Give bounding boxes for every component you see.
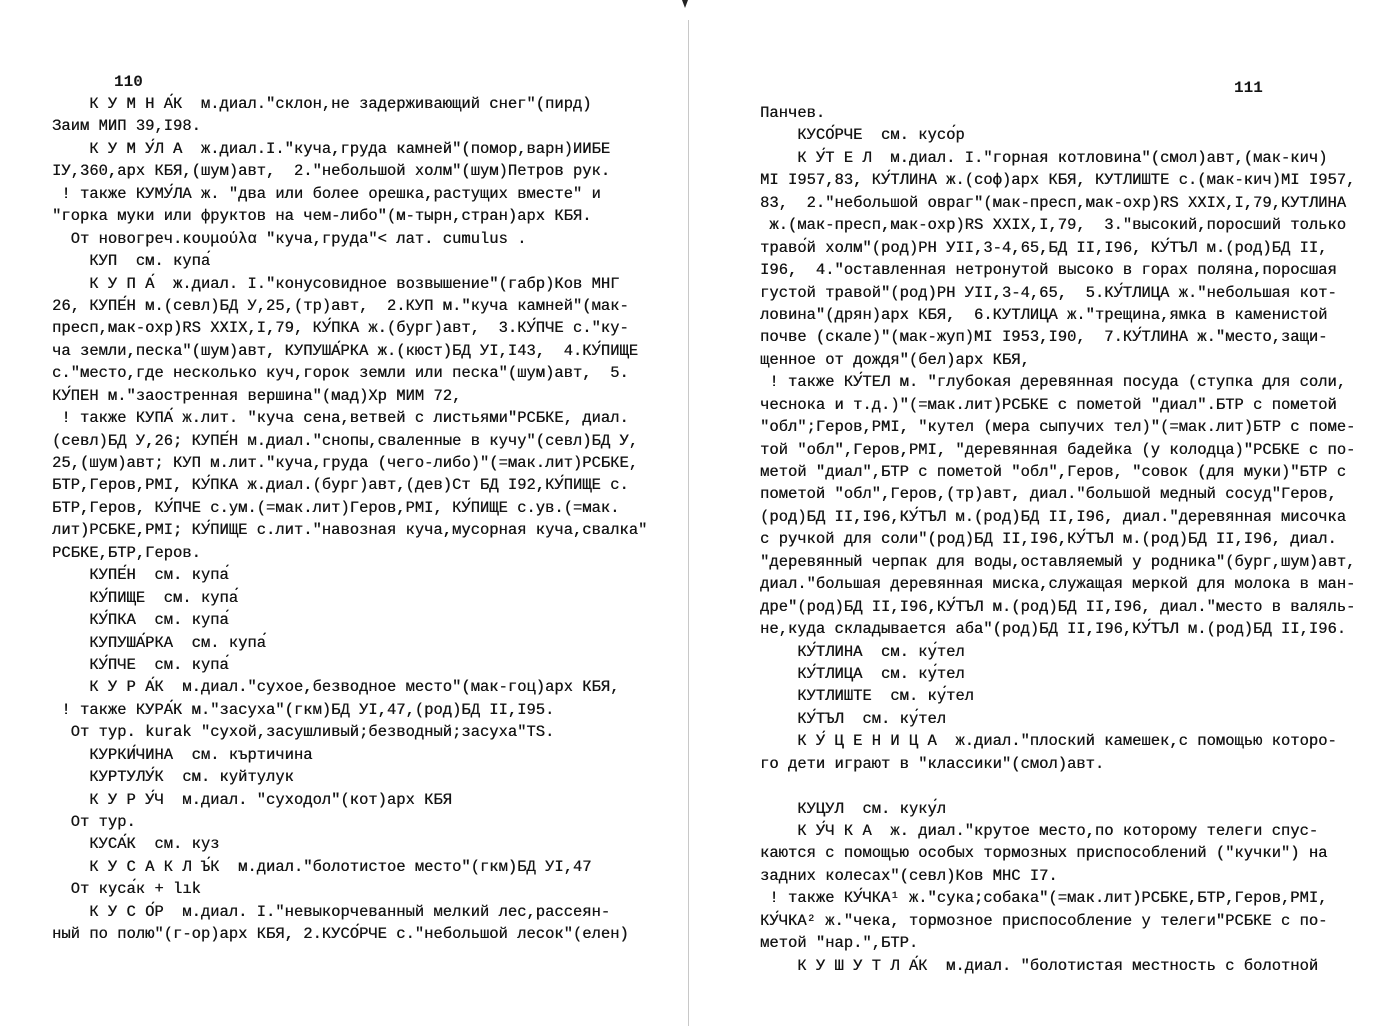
text-line: К У Р А́К м.диал."сухое,безводное место"(мак-гоц)арх КБЯ, (52, 678, 620, 697)
text-line: КУПЕ́Н см. купа́ (52, 566, 229, 585)
text-line: (севл)БД У,26; КУПЕ́Н м.диал."снопы,сваленные в кучу"(севл)БД У, (52, 431, 638, 450)
text-line: КУРТУЛУ́К см. куйтулук (52, 768, 294, 787)
text-line: К У Ш У Т Л А́К м.диал. "болотистая местность с болотной (760, 956, 1319, 975)
text-line: От тур. (52, 813, 136, 831)
text-line: РСБКЕ,БТР,Геров. (52, 543, 201, 562)
text-line: пометой "обл",Геров,(тр)авт, диал."большой медный сосуд"Геров, (760, 485, 1337, 504)
text-line: густой травой"(род)РН УII,3-4,65, 5.КУ́ТЛИЦА ж."небольшая кот- (760, 283, 1337, 302)
text-line: задних колесах"(севл)Ков МНС I7. (760, 866, 1058, 885)
text-line: КУТЛИШТЕ см. ку́тел (760, 687, 974, 706)
text-line: КУПУША́РКА см. купа́ (52, 633, 266, 652)
text-line: БТР,Геров, КУ́ПЧЕ с.ум.(=мак.лит)Геров,РМI, КУ́ПИЩЕ с.ув.(=мак. (52, 498, 620, 517)
text-line: КУ́ТЛИНА см. ку́тел (760, 642, 965, 661)
text-line: КУЦУЛ см. куку́л (760, 799, 947, 818)
text-line: КУП см. купа́ (52, 252, 211, 271)
text-line: ный по полю"(г-ор)арх КБЯ, 2.КУСО́РЧЕ с."небольшой лесок"(елен) (52, 925, 629, 944)
text-line: КУСО́РЧЕ см. кусо́р (760, 126, 965, 145)
text-line: Заим МИП 39,I98. (52, 117, 201, 136)
text-line: метой "диал",БТР с пометой "обл",Геров, "совок (для муки)"БТР с (760, 463, 1346, 481)
text-line: пресп,мак-охр)RS XXIX,I,79, КУ́ПКА ж.(бург)авт, 3.КУ́ПЧЕ с."ку- (52, 319, 629, 338)
text-line: чеснока и т.д.)"(=мак.лит)РСБКЕ с пометой "диал".БТР с пометой (760, 395, 1337, 414)
text-line: I96, 4."оставленная нетронутой высоко в горах поляна,поросшая (760, 261, 1337, 280)
text-line: почве (скале)"(мак-жуп)МI I953,I90, 7.КУ́ТЛИНА ж."место,защи- (760, 328, 1328, 347)
text-line: дре"(род)БД II,I96,КУ́ТЪЛ м.(род)БД II,I96, диал."место в валяль- (760, 597, 1356, 616)
page-number: 110 (114, 73, 143, 91)
text-line: с ручкой для соли"(род)БД II,I96,КУ́ТЪЛ м.(род)БД II,I96, диал. (760, 530, 1337, 549)
text-line: Панчев. (760, 104, 826, 122)
text-line: каются с помощью особых тормозных приспособлений ("кучки") на (760, 844, 1328, 863)
text-line: 26, КУПЕ́Н м.(севл)БД У,25,(тр)авт, 2.КУП м."куча камней"(мак- (52, 296, 629, 315)
page-text (760, 102, 1380, 977)
text-line: К У́ Ц Е Н И Ц А ж.диал."плоский камешек,с помощью которо- (760, 732, 1337, 751)
text-line: 83, 2."небольшой овраг"(мак-пресп,мак-охр)RS XXIX,I,79,КУТЛИНА (760, 193, 1346, 212)
text-line: От тур. kurak "сухой,засушливый;безводный;засуха"TS. (52, 723, 555, 742)
text-line: щенное от дождя"(бел)арх КБЯ, (760, 350, 1030, 369)
text-line: метой "нар.",БТР. (760, 934, 919, 953)
text-line: КУ́ТЛИЦА см. ку́тел (760, 664, 965, 683)
text-line: К У М Н А́К м.диал."склон,не задерживающий снег"(пирд) (52, 95, 592, 113)
text-line: БТР,Геров,РМI, КУ́ПКА ж.диал.(бург)авт,(дев)Ст БД I92,КУ́ПИЩЕ с. (52, 476, 629, 495)
text-line: (род)БД II,I96,КУ́ТЪЛ м.(род)БД II,I96, диал."деревянная мисочка (760, 507, 1346, 526)
page-gutter-divider (688, 20, 689, 1026)
text-line: КУ́ПЧЕ см. купа́ (52, 655, 229, 674)
text-line: "горка муки или фруктов на чем-либо"(м-тырн,стран)арх КБЯ. (52, 207, 592, 226)
page-number: 111 (1234, 79, 1263, 97)
text-line: От новогреч.κουμούλα "куча,груда"< лат. cumulus . (52, 229, 527, 248)
text-line: ! также КУМУ́ЛА ж. "два или более орешка,растущих вместе" и (52, 184, 601, 203)
text-line: той "обл",Геров,РМI, "деревянная бадейка (у колодца)"РСБКЕ с по- (760, 440, 1356, 459)
text-line: МI I957,83, КУ́ТЛИНА ж.(соф)арх КБЯ, КУТЛИШТЕ с.(мак-кич)МI I957, (760, 171, 1356, 190)
text-line: КУ́ПИЩЕ см. купа́ (52, 588, 239, 607)
text-line: не,куда складывается аба"(род)БД II,I96,КУ́ТЪЛ м.(род)БД II,I96. (760, 620, 1346, 639)
text-line: К У С О́Р м.диал. I."невыкорчеванный мелкий лес,рассеян- (52, 902, 611, 921)
text-line: ж.(мак-пресп,мак-охр)RS XXIX,I,79, 3."высокий,поросший только (760, 216, 1346, 235)
text-line: ! также КУРА́К м."засуха"(гкм)БД УI,47,(род)БД II,I95. (52, 700, 555, 719)
text-line: IУ,360,арх КБЯ,(шум)авт, 2."небольшой холм"(шум)Петров рук. (52, 162, 611, 181)
text-line: го дети играют в "классики"(смол)авт. (760, 754, 1105, 773)
text-line: диал."большая деревянная миска,служащая меркой для молока в ман- (760, 575, 1356, 594)
text-line: ! также КУ́ЧКА¹ ж."сука;собака"(=мак.лит)РСБКЕ,БТР,Геров,РМI, (760, 889, 1328, 908)
page-text (52, 93, 672, 946)
text-line: КУСА́К см. куз (52, 835, 220, 854)
scan-mark-icon (680, 0, 690, 10)
text-line: КУРКИ́ЧИНА см. къртичина (52, 745, 313, 764)
text-line: 25,(шум)авт; КУП м.лит."куча,груда (чего-либо)"(=мак.лит)РСБКЕ, (52, 454, 638, 472)
text-line: К У Р У́Ч м.диал. "суходол"(кот)арх КБЯ (52, 790, 452, 809)
text-line: КУ́ТЪЛ см. ку́тел (760, 709, 947, 728)
text-line: К У М У́Л А ж.диал.I."куча,груда камней"(помор,варн)ИИБЕ (52, 139, 611, 158)
text-line: ! также КУ́ТЕЛ м. "глубокая деревянная посуда (ступка для соли, (760, 373, 1346, 392)
text-line: От куса́к + lık (52, 880, 201, 899)
text-line: КУ́ПЕН м."заостренная вершина"(мад)Хр МИМ 72, (52, 386, 462, 405)
text-line: ! также КУПА́ ж.лит. "куча сена,ветвей с листьями"РСБКЕ, диал. (52, 409, 629, 428)
text-line: траво́й холм"(род)РН УII,3-4,65,БД II,I96, КУ́ТЪЛ м.(род)БД II, (760, 238, 1328, 257)
text-line: с."место,где несколько куч,горок земли или песка"(шум)авт, 5. (52, 364, 629, 383)
text-line: К У́Ч К А ж. диал."крутое место,по которому телеги спус- (760, 822, 1319, 840)
text-line: К У С А К Л Ъ́К м.диал."болотистое место"(гкм)БД УI,47 (52, 857, 592, 876)
text-line: "деревянный черпак для воды,оставляемый у родника"(бург,шум)авт, (760, 552, 1356, 571)
text-line: К У П А́ ж.диал. I."конусовидное возвышение"(габр)Ков МНГ (52, 274, 620, 293)
text-line (760, 775, 1380, 797)
text-line: КУ́ЧКА² ж."чека, тормозное приспособление у телеги"РСБКЕ с по- (760, 911, 1328, 930)
text-line: лит)РСБКЕ,РМI; КУ́ПИЩЕ с.лит."навозная куча,мусорная куча,свалка" (52, 521, 648, 540)
text-line: "обл";Геров,РМI, "кутел (мера сыпучих тел)"(=мак.лит)БТР с поме- (760, 418, 1356, 437)
text-line: ловина"(дрян)арх КБЯ, 6.КУТЛИЦА ж."трещина,ямка в каменистой (760, 305, 1328, 324)
text-line: ча земли,песка"(шум)авт, КУПУША́РКА ж.(кюст)БД УI,I43, 4.КУ́ПИЩЕ (52, 341, 638, 360)
text-line: КУ́ПКА см. купа́ (52, 611, 229, 630)
text-line: К У́Т Е Л м.диал. I."горная котловина"(смол)авт,(мак-кич) (760, 148, 1328, 167)
